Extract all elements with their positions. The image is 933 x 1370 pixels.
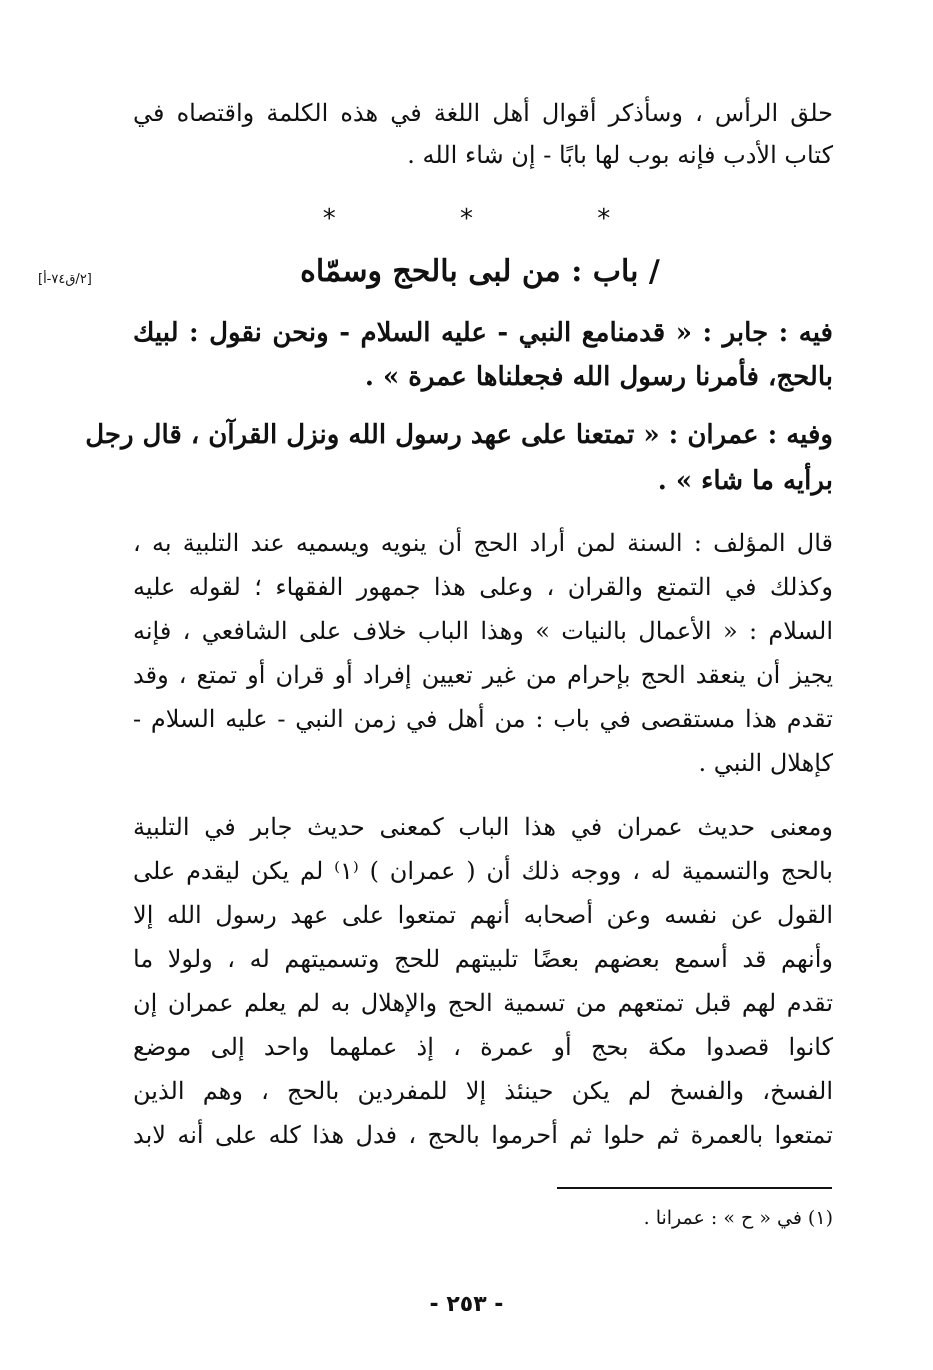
hadith-jabir — [133, 318, 833, 402]
text-line: بالحج والتسمية له ، ووجه ذلك أن ( عمران ) ⁽١⁾ لم يكن ليقدم على — [133, 857, 833, 885]
text-line: القول عن نفسه وعن أصحابه أنهم تمتعوا على عهد رسول الله إلا — [133, 901, 833, 929]
commentary-paragraph — [133, 528, 833, 788]
text-line: تقدم هذا مستقصى في باب : من أهل في زمن النبي - عليه السلام - — [133, 705, 833, 733]
text-line: حلق الرأس ، وسأذكر أقوال أهل اللغة في هذه الكلمة واقتصاه في — [133, 99, 834, 127]
text-line: كتاب الأدب فإنه بوب لها بابًا - إن شاء الله . — [407, 141, 833, 169]
text-line: وأنهم قد أسمع بعضهم بعضًا تلبيتهم للحج وتسميتهم له ، ولولا ما — [133, 945, 833, 973]
text-line: تمتعوا بالعمرة ثم حلوا ثم أحرموا بالحج ، فدل هذا كله على أنه لابد — [133, 1121, 833, 1149]
intro-paragraph — [133, 98, 833, 178]
text-line: وكذلك في التمتع والقران ، وعلى هذا جمهور الفقهاء ؛ لقوله عليه — [133, 573, 833, 601]
commentary-paragraph — [133, 812, 833, 1172]
page-number: - ٢٥٣ - — [429, 1292, 504, 1317]
chapter-title: / باب : من لبى بالحج وسمّاه — [300, 254, 660, 289]
text-line: كإهلال النبي . — [698, 749, 833, 777]
text-line: كانوا قصدوا مكة بحج أو عمرة ، إذ عملهما واحد إلى موضع — [133, 1033, 833, 1061]
text-line: يجيز أن ينعقد الحج بإحرام من غير تعيين إفراد أو قران أو تمتع ، وقد — [133, 661, 833, 689]
text-line: الفسخ، والفسخ لم يكن حينئذ إلا للمفردين بالحج ، وهم الذين — [133, 1077, 833, 1105]
text-line: برأيه ما شاء » . — [657, 466, 833, 496]
text-line: بالحج، فأمرنا رسول الله فجعلناها عمرة » . — [364, 362, 833, 392]
footnote: (١) في « ح » : عمرانا . — [643, 1207, 833, 1229]
marginal-reference: [٢/ق٧٤-أ] — [38, 272, 92, 287]
section-separator: * * * — [322, 204, 669, 234]
text-line: فيه : جابر : « قدمنامع النبي - عليه السلام - ونحن نقول : لبيك — [133, 318, 833, 348]
hadith-imran — [85, 420, 833, 504]
text-line: وفيه : عمران : « تمتعنا على عهد رسول الله ونزل القرآن ، قال رجل — [85, 420, 833, 450]
text-line: ومعنى حديث عمران في هذا الباب كمعنى حديث جابر في التلبية — [133, 813, 833, 841]
text-line: تقدم لهم قبل تمتعهم من تسمية الحج والإهلال به لم يعلم عمران إن — [133, 989, 833, 1017]
text-line: السلام : « الأعمال بالنيات » وهذا الباب خلاف على الشافعي ، فإنه — [133, 617, 833, 645]
text-line: قال المؤلف : السنة لمن أراد الحج أن ينويه ويسميه عند التلبية به ، — [133, 529, 833, 557]
footnote-divider — [557, 1187, 832, 1189]
